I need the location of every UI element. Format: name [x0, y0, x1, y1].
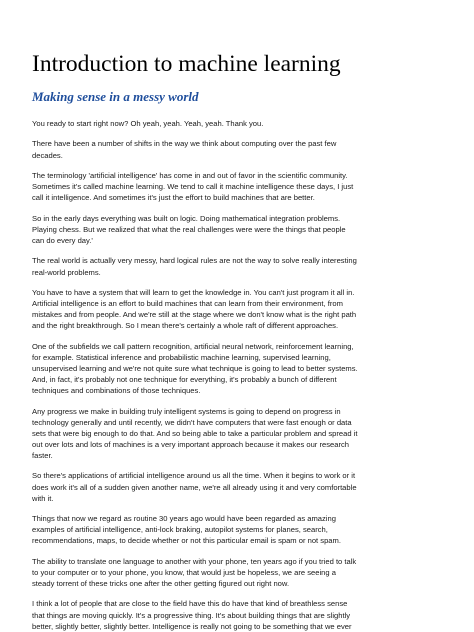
- paragraph-7: One of the subfields we call pattern recognition, artificial neural network, reinforcement learning, for example. Statistical inference and probabilistic machine learning, supervised learning, unsupervised learning and we're not quite sure what technique is going to lead to better systems. And, in fact, it's probably not one technique for everything, it's probably a bunch of different techniques and combinations of those techniques.: [32, 341, 358, 396]
- paragraph-10: Things that now we regard as routine 30 years ago would have been regarded as amazing examples of artificial intelligence, anti-lock braking, autopilot systems for planes, search, recommendations, maps, to decide whether or not this particular email is spam or not spam.: [32, 514, 341, 546]
- document-subtitle: Making sense in a messy world: [32, 89, 199, 104]
- paragraph-2: There have been a number of shifts in the way we think about computing over the past few decades.: [32, 139, 337, 160]
- paragraph-4: So in the early days everything was built on logic. Doing mathematical integration problems. Playing chess. But we realized that what the real challenges were were the things that people can do every day.': [32, 213, 346, 245]
- document-title: Introduction to machine learning: [32, 51, 341, 77]
- paragraph-9: So there's applications of artificial intelligence around us all the time. When it begins to work or it does work it's all of a sudden given another name, we're all already using it and very comfortable with it.: [32, 471, 357, 503]
- paragraph-8: Any progress we make in building truly intelligent systems is going to depend on progress in technology generally and until recently, we didn't have computers that were fast enough or data sets that were big enough to do that. And so being able to take a particular problem and spread it out over lots and lots of machines is a very important approach because it makes our research faster.: [32, 406, 358, 460]
- paragraph-3: The terminology 'artificial intelligence' has come in and out of favor in the scientific community. Sometimes it's called machine learning. We tend to call it machine intelligence these days, I just call it intelligence. And sometimes it's just the effort to build machines that are better.: [32, 171, 354, 203]
- paragraph-1: You ready to start right now? Oh yeah, yeah. Yeah, yeah. Thank you.: [32, 119, 264, 128]
- document-content: [32, 50, 450, 632]
- paragraph-11: The ability to translate one language to another with your phone, ten years ago if you tried to talk to your computer or to your phone, you know, that would just be hopeless, we are seeing a steady torrent of these tricks one after the other getting figured out right now.: [32, 556, 357, 588]
- paragraph-5: The real world is actually very messy, hard logical rules are not the way to solve really interesting real-world problems.: [32, 256, 357, 277]
- paragraph-6: You have to have a system that will learn to get the knowledge in. You can't just program it all in. Artificial intelligence is an effort to build machines that can learn from their environment, from mistakes and from people. And we're still at the stage where we don't know what is the right path and the right breakthrough. So I mean there's certainly a whole raft of different approaches.: [32, 287, 357, 331]
- paragraph-12: I think a lot of people that are close to the field have this do have that kind of breathless sense that things are moving quickly. It's a progressive thing. It's about building things that are slightly better, slightly better, slightly better. Intelligence is really not going to be something that we ever: [32, 599, 352, 631]
